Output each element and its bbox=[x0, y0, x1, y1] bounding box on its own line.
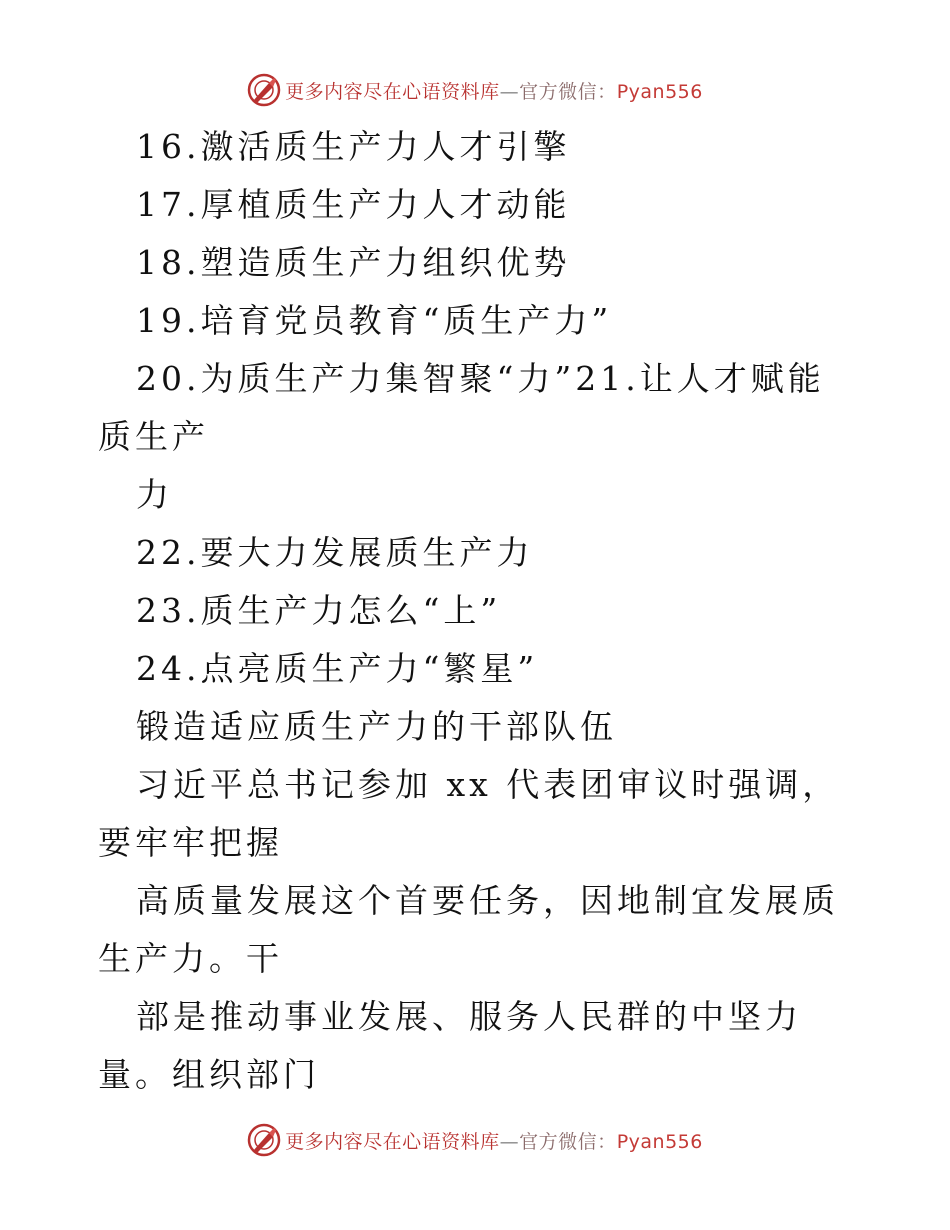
watermark-id: Pyan556 bbox=[616, 80, 703, 103]
watermark-text bbox=[285, 77, 703, 104]
watermark-footer bbox=[0, 1120, 950, 1160]
list-item-18: 18.塑造质生产力组织优势 bbox=[136, 243, 571, 282]
list-item-21-continued: 力 bbox=[136, 475, 173, 514]
list-item-16: 16.激活质生产力人才引擎 bbox=[136, 127, 571, 166]
watermark-id: Pyan556 bbox=[616, 1130, 703, 1153]
body-paragraph-1: 习近平总书记参加 xx 代表团审议时强调，要牢牢把握 bbox=[98, 765, 840, 862]
list-item-19: 19.培育党员教育“质生产力” bbox=[136, 301, 613, 340]
watermark-label: 官方微信： bbox=[519, 1130, 617, 1153]
watermark-label: 官方微信： bbox=[519, 80, 617, 103]
list-item-17: 17.厚植质生产力人才动能 bbox=[136, 185, 571, 224]
watermark-header bbox=[0, 70, 950, 110]
watermark-separator: — bbox=[499, 80, 520, 103]
watermark-separator: — bbox=[499, 1130, 520, 1153]
watermark-main: 更多内容尽在心语资料库 bbox=[285, 80, 500, 103]
body-paragraph-3: 部是推动事业发展、服务人民群的中坚力量。组织部门 bbox=[98, 997, 802, 1094]
watermark-text bbox=[285, 1127, 703, 1154]
list-item-20-21: 20.为质生产力集智聚“力”21.让人才赋能质生产 bbox=[98, 359, 825, 456]
body-paragraph-2: 高质量发展这个首要任务，因地制宜发展质生产力。干 bbox=[98, 881, 839, 978]
section-heading: 锻造适应质生产力的干部队伍 bbox=[136, 707, 617, 746]
list-item-23: 23.质生产力怎么“上” bbox=[136, 591, 502, 630]
list-item-24: 24.点亮质生产力“繁星” bbox=[136, 649, 539, 688]
watermark-main: 更多内容尽在心语资料库 bbox=[285, 1130, 500, 1153]
pen-logo-icon bbox=[247, 1123, 281, 1157]
pen-logo-icon bbox=[247, 73, 281, 107]
list-item-22: 22.要大力发展质生产力 bbox=[136, 533, 534, 572]
document-body bbox=[98, 118, 858, 1104]
